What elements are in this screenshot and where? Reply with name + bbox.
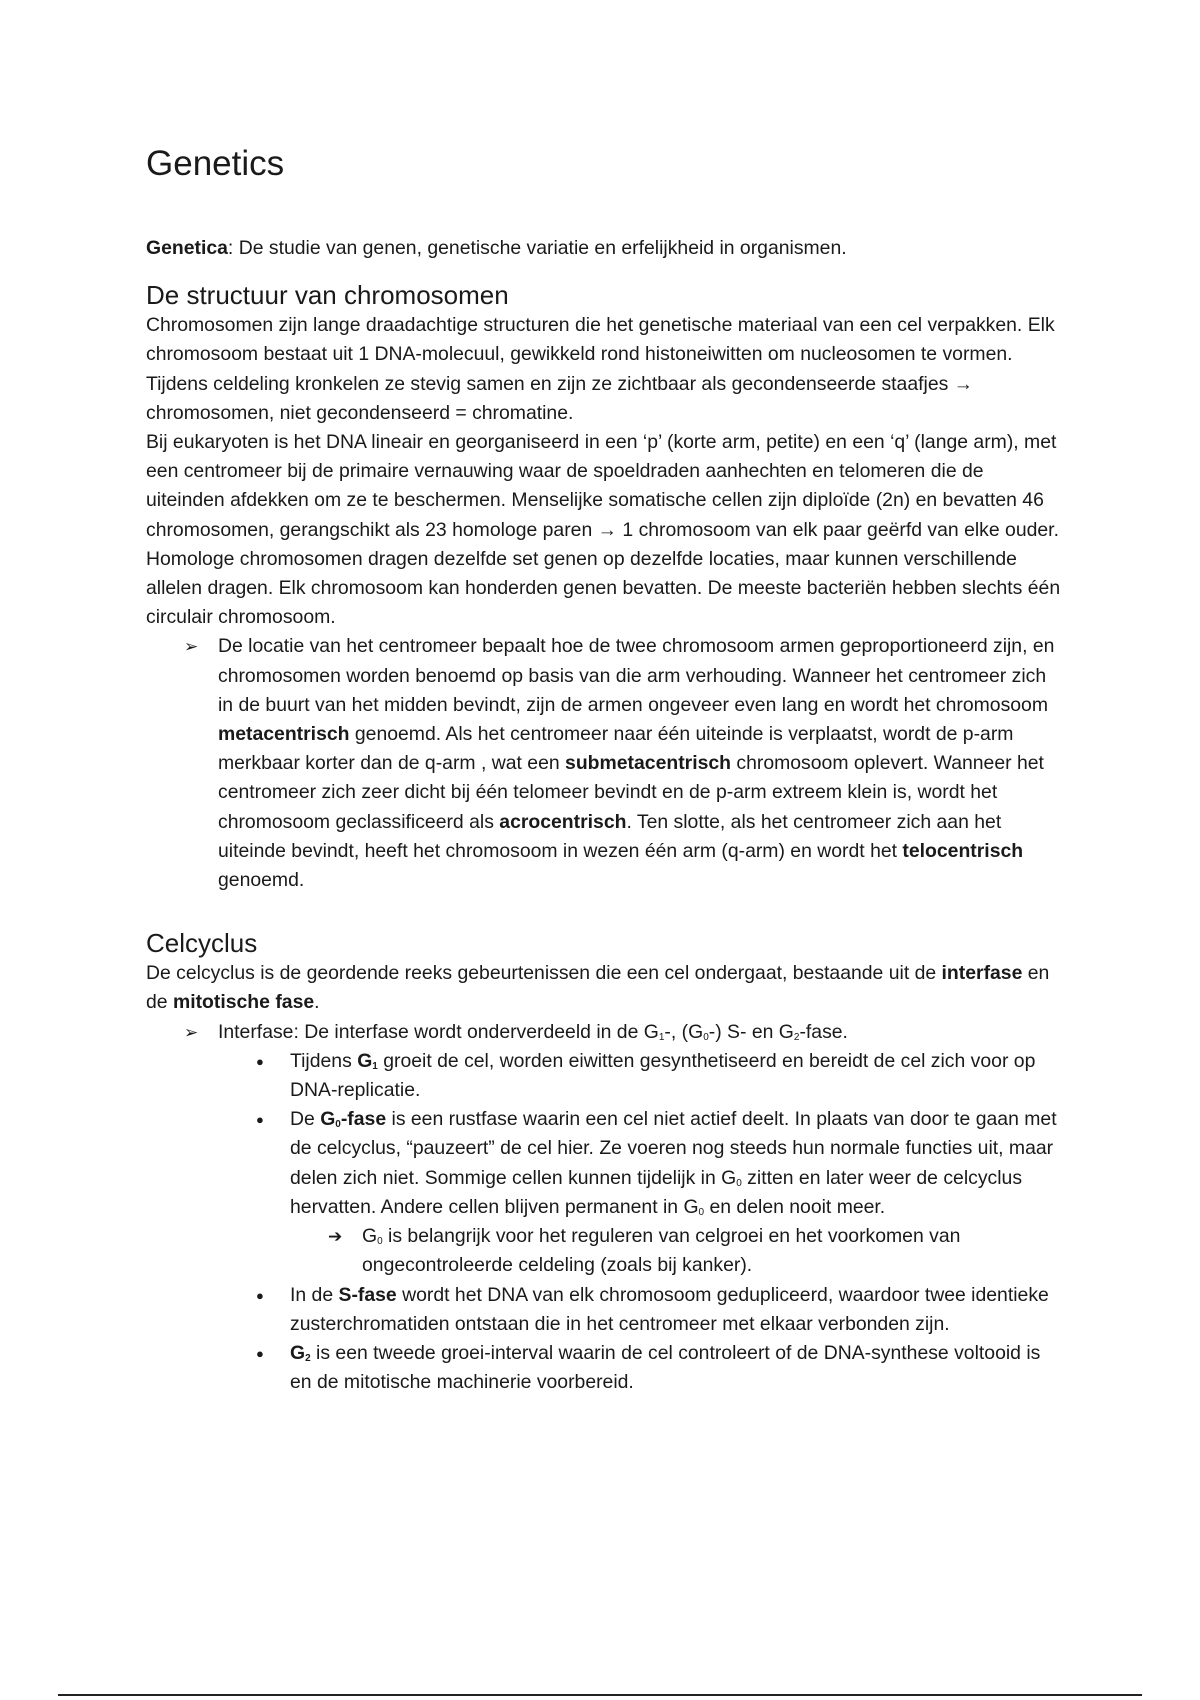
interfase-list bbox=[146, 1018, 1066, 1398]
text-run: -fase bbox=[340, 1108, 387, 1131]
text-run: De locatie van het centromeer bepaalt hoe de twee chromosoom armen geproportioneerd zijn, en chromosomen worden benoemd op basis van die arm verhouding. Wanneer het centromeer zich in de buurt van het midden bevindt, zijn de armen ongeveer even lang en wordt het chromosoom bbox=[218, 635, 1055, 716]
term-telocentric: telocentrisch bbox=[902, 839, 1024, 862]
text-run: is belangrijk voor het reguleren van celgroei en het voorkomen van ongecontroleerde celdeling (zoals bij kanker). bbox=[362, 1225, 961, 1277]
paragraph-chromosomes-intro: Chromosomen zijn lange draadachtige structuren die het genetische materiaal van een cel verpakken. Elk chromosoom bestaat uit 1 DNA-molecuul, gewikkeld rond histoneiwitten om nucleosomen te vormen. Tijdens celdeling kronkelen ze stevig samen en zijn ze zichtbaar als gecondenseerde staafjes → chromosomen, niet gecondenseerd = chromatine. bbox=[146, 314, 1055, 424]
phase-list bbox=[218, 1047, 1066, 1397]
text-run: . bbox=[314, 991, 320, 1014]
subscript: 1 bbox=[372, 1060, 378, 1072]
text-run: G bbox=[320, 1108, 336, 1131]
g0-note-list bbox=[290, 1222, 1066, 1280]
subscript: 0 bbox=[698, 1206, 705, 1218]
text-run: In de bbox=[290, 1283, 339, 1306]
text-run: en de bbox=[146, 962, 1050, 1014]
list-item-s-phase bbox=[290, 1281, 1066, 1339]
text-run: zitten en later weer de celcyclus hervatten. Andere cellen blijven permanent in G bbox=[290, 1166, 1023, 1218]
subscript: 0 bbox=[703, 1031, 709, 1043]
text-run: -fase. bbox=[799, 1020, 848, 1043]
list-item-g0-note bbox=[362, 1222, 1066, 1280]
centromere-list bbox=[146, 632, 1066, 895]
subscript: 0 bbox=[736, 1177, 742, 1189]
list-item-g2 bbox=[290, 1339, 1066, 1397]
text-run: groeit de cel, worden eiwitten gesynthetiseerd en bereidt de cel zich voor op DNA-replicatie. bbox=[290, 1049, 1036, 1102]
text-run: genoemd. bbox=[218, 869, 305, 892]
subscript: 0 bbox=[335, 1119, 341, 1131]
text-run: G bbox=[357, 1049, 373, 1072]
text-run: Tijdens bbox=[290, 1049, 358, 1072]
subscript: 2 bbox=[793, 1031, 800, 1043]
text-run: wordt het DNA van elk chromosoom gedupliceerd, waardoor twee identieke zusterchromatiden ontstaan die in het centromeer met elkaar verbonden zijn. bbox=[290, 1283, 1049, 1335]
text-run: en delen nooit meer. bbox=[704, 1195, 886, 1218]
term-g2 bbox=[290, 1342, 311, 1364]
definition-term: Genetica bbox=[146, 237, 228, 259]
section-heading-cell-cycle: Celcyclus bbox=[146, 928, 258, 959]
paragraph-cell-cycle-intro bbox=[146, 959, 1066, 1017]
text-run: Interfase: De interfase wordt onderverdeeld in de G bbox=[218, 1020, 659, 1043]
term-g0-phase bbox=[320, 1108, 386, 1130]
subscript: 0 bbox=[377, 1236, 383, 1248]
text-run: De celcyclus is de geordende reeks gebeurtenissen die een cel ondergaat, bestaande uit de bbox=[146, 962, 942, 985]
term-mitotic-phase: mitotische fase bbox=[172, 991, 315, 1014]
subscript: 1 bbox=[658, 1031, 665, 1043]
text-run: -) S- en G bbox=[708, 1020, 794, 1043]
list-item-g1 bbox=[290, 1047, 1066, 1105]
list-item-g0 bbox=[290, 1105, 1066, 1280]
page-bottom-rule bbox=[58, 1694, 1142, 1696]
term-acrocentric: acrocentrisch bbox=[499, 810, 627, 833]
text-run: is een rustfase waarin een cel niet actief deelt. In plaats van door te gaan met de celcyclus, “pauzeert” de cel hier. Ze voeren nog steeds hun normale functies uit, maar delen zich niet. Sommige cellen kunnen tijdelijk in G bbox=[290, 1108, 1057, 1189]
text-run: is een tweede groei-interval waarin de cel controleert of de DNA-synthese voltooid is en de mitotische machinerie voorbereid. bbox=[290, 1341, 1041, 1394]
text-run: . Ten slotte, als het centromeer zich aan het uiteinde bevindt, heeft het chromosoom in wezen één arm (q-arm) en wordt het bbox=[218, 810, 1002, 862]
term-interfase: interfase bbox=[941, 962, 1023, 985]
document-page bbox=[146, 142, 1066, 1397]
subscript: 2 bbox=[305, 1352, 311, 1364]
text-run: G bbox=[290, 1341, 306, 1364]
term-s-phase: S-fase bbox=[338, 1283, 397, 1306]
list-item-interfase bbox=[218, 1018, 1066, 1398]
definition-paragraph bbox=[146, 234, 1066, 263]
term-g1 bbox=[357, 1050, 378, 1072]
page-title: Genetics bbox=[146, 144, 285, 183]
paragraph-eukaryotes: Bij eukaryoten is het DNA lineair en georganiseerd in een ‘p’ (korte arm, petite) en een ‘q’ (lange arm), met een centromeer bij de primaire vernauwing waar de spoeldraden aanhechten en telomeren die de uiteinden afdekken om ze te beschermen. Menselijke somatische cellen zijn diploïde (2n) en bevatten 46 chromosomen, gerangschikt als 23 homologe paren → 1 chromosoom van elk paar geërfd van elke ouder. Homologe chromosomen dragen dezelfde set genen op dezelfde locaties, maar kunnen verschillende allelen dragen. Elk chromosoom kan honderden genen bevatten. De meeste bacteriën hebben slechts één circulair chromosoom. bbox=[146, 431, 1061, 629]
term-metacentric: metacentrisch bbox=[218, 723, 350, 746]
list-item-centromere bbox=[218, 632, 1066, 895]
text-run: -, (G bbox=[664, 1020, 704, 1043]
section-heading-chromosomes: De structuur van chromosomen bbox=[146, 280, 509, 311]
definition-text: : De studie van genen, genetische variatie en erfelijkheid in organismen. bbox=[227, 237, 847, 259]
term-submetacentric: submetacentrisch bbox=[565, 752, 732, 775]
text-run: De bbox=[290, 1108, 321, 1131]
text-run: genoemd. Als het centromeer naar één uiteinde is verplaatst, wordt de p-arm merkbaar korter dan de q-arm , wat een bbox=[218, 723, 1014, 775]
text-run: G bbox=[362, 1225, 378, 1248]
text-run: chromosoom oplevert. Wanneer het centromeer zich zeer dicht bij één telomeer bevindt en de p-arm extreem klein is, wordt het chromosoom geclassificeerd als bbox=[218, 752, 1044, 833]
